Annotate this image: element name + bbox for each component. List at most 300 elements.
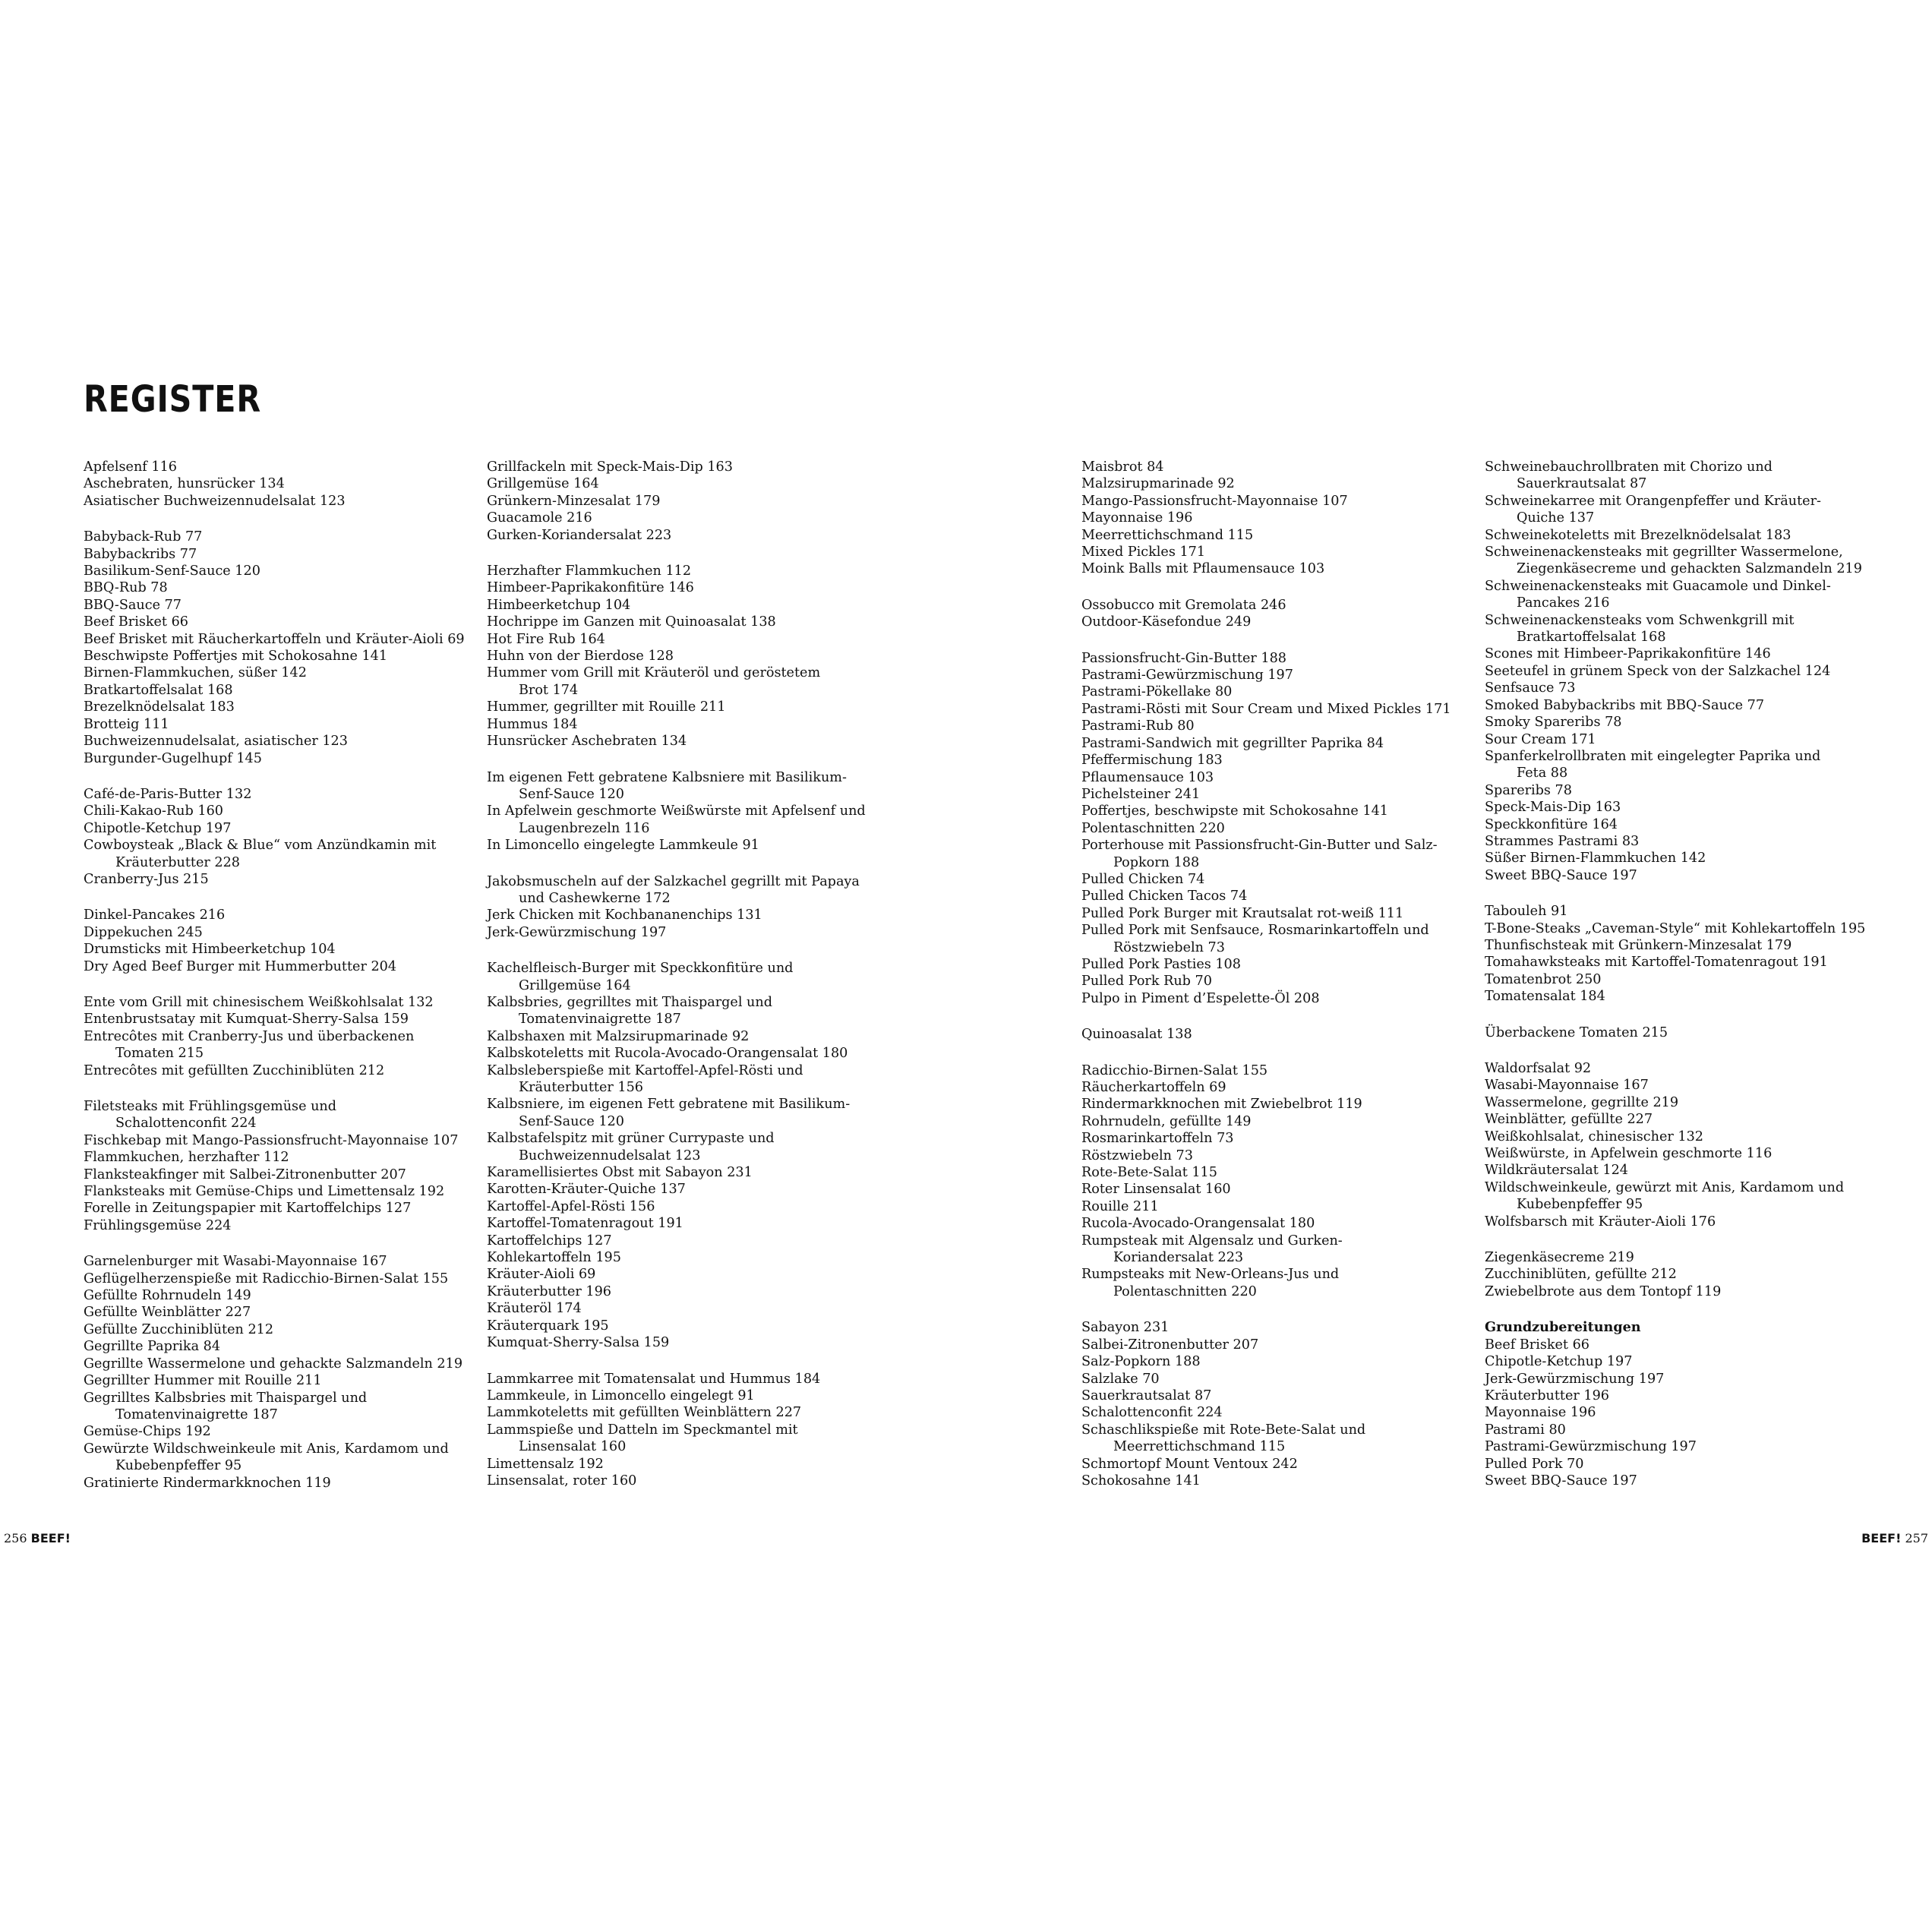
- index-entry: [1081, 597, 1461, 614]
- index-entry-text: Frühlingsgemüse 224: [84, 1217, 232, 1233]
- index-entry-text: Smoky Spareribs 78: [1485, 715, 1622, 731]
- index-entry: [487, 1096, 867, 1130]
- index-entry-text: Kalbstafelspitz mit grüner Currypaste und: [487, 1131, 775, 1147]
- index-entry: [84, 1287, 463, 1304]
- index-entry-text: Kartoffel-Apfel-Rösti 156: [487, 1198, 655, 1214]
- index-entry-text: Rosmarinkartoffeln 73: [1081, 1131, 1234, 1147]
- index-entry-text: Pichelsteiner 241: [1081, 786, 1201, 802]
- index-entry: [1485, 799, 1864, 816]
- index-entry: [487, 873, 867, 908]
- index-entry-text: Tomatenbrot 250: [1485, 971, 1602, 987]
- index-entry-text: Dry Aged Beef Burger mit Hummerbutter 204: [84, 958, 397, 974]
- index-entry: [1485, 903, 1864, 920]
- index-entry: [1485, 1266, 1864, 1283]
- index-entry-text: Grundzubereitungen: [1485, 1319, 1641, 1336]
- index-entry: [1485, 816, 1864, 833]
- index-entry: [1081, 786, 1461, 803]
- index-entry-text: Kubebenpfeffer 95: [1517, 1197, 1643, 1213]
- index-entry-text: Fischkebap mit Mango-Passionsfrucht-Mayonnaise 107: [84, 1132, 459, 1148]
- index-entry-text: Laugenbrezeln 116: [519, 820, 650, 836]
- index-entry-text: Porterhouse mit Passionsfrucht-Gin-Butter und Salz-: [1081, 838, 1438, 854]
- index-entry-text: Apfelsenf 116: [84, 459, 177, 475]
- index-entry-text: Rouille 211: [1081, 1198, 1159, 1214]
- index-entry: [487, 579, 867, 596]
- index-entry-text: Café-de-Paris-Butter 132: [84, 786, 252, 802]
- index-group: [84, 1098, 463, 1234]
- index-entry-text: Kalbsniere, im eigenen Fett gebratene mit Basilikum-: [487, 1097, 851, 1113]
- index-entry-text: Pulpo in Piment d’Espelette-Öl 208: [1081, 990, 1320, 1006]
- index-entry-text: Flanksteaks mit Gemüse-Chips und Limettensalz 192: [84, 1184, 445, 1200]
- index-entry: [487, 1387, 867, 1404]
- folio-left: [4, 1531, 71, 1546]
- index-entry-text: Beef Brisket mit Räucherkartoffeln und Kräuter-Aioli 69: [84, 631, 465, 647]
- index-entry-text: Entrecôtes mit gefüllten Zucchiniblüten 212: [84, 1062, 385, 1078]
- index-entry: [1081, 956, 1461, 973]
- index-entry-text: Kräuterbutter 156: [519, 1080, 643, 1095]
- index-entry: [1081, 1148, 1461, 1164]
- index-entry-text: Tomatensalat 184: [1485, 989, 1605, 1005]
- index-entry: [1081, 459, 1461, 475]
- index-entry-text: Gegrillte Paprika 84: [84, 1339, 221, 1355]
- index-entry-text: Himbeer-Paprikakonfitüre 146: [487, 580, 694, 596]
- index-entry: [1485, 680, 1864, 696]
- index-entry-text: Rohrnudeln, gefüllte 149: [1081, 1113, 1252, 1129]
- index-entry-text: Röstzwiebeln 73: [1113, 939, 1225, 955]
- index-entry-text: Ossobucco mit Gremolata 246: [1081, 597, 1286, 613]
- index-entry-text: Grillgemüse 164: [519, 977, 631, 993]
- index-entry-text: Gegrillte Wassermelone und gehackte Salzmandeln 219: [84, 1356, 463, 1372]
- page-number-left: 256: [4, 1531, 27, 1545]
- index-entry-text: Ziegenkäsecreme und gehackten Salzmandeln 219: [1517, 561, 1862, 577]
- index-entry: [487, 665, 867, 699]
- index-entry-text: Gefüllte Weinblätter 227: [84, 1305, 251, 1321]
- index-group: [1081, 459, 1461, 578]
- index-entry: [1485, 1094, 1864, 1111]
- index-entry: [487, 1422, 867, 1456]
- index-entry: [487, 1456, 867, 1473]
- index-entry: [1485, 1283, 1864, 1300]
- index-entry: [1485, 954, 1864, 971]
- running-head-left: BEEF!: [30, 1531, 71, 1545]
- index-entry-text: Spareribs 78: [1485, 782, 1572, 798]
- index-entry: [1081, 1473, 1461, 1489]
- index-entry: [487, 493, 867, 510]
- index-entry-text: Sweet BBQ-Sauce 197: [1485, 1473, 1637, 1488]
- index-entry-text: Sour Cream 171: [1485, 731, 1596, 747]
- index-entry-text: Kräuterquark 195: [487, 1318, 609, 1334]
- index-entry-text: Schweinebauchrollbraten mit Chorizo und: [1485, 459, 1773, 475]
- index-entry: [1081, 1026, 1461, 1043]
- index-entry-text: Im eigenen Fett gebratene Kalbsniere mit Basilikum-: [487, 769, 847, 785]
- index-entry-text: Pulled Pork Rub 70: [1081, 974, 1212, 990]
- index-entry-text: Weißkohlsalat, chinesischer 132: [1485, 1129, 1703, 1144]
- index-group: [1081, 597, 1461, 631]
- index-entry-text: Gefüllte Rohrnudeln 149: [84, 1288, 251, 1304]
- index-entry-text: Poffertjes, beschwipste mit Schokosahne 141: [1081, 803, 1388, 819]
- index-entry: [84, 1253, 463, 1270]
- index-entry: [487, 597, 867, 614]
- page-number-right: 257: [1905, 1531, 1928, 1545]
- index-entry-text: Schmortopf Mount Ventoux 242: [1081, 1456, 1298, 1472]
- index-entry-text: Gratinierte Rindermarkknochen 119: [84, 1475, 331, 1491]
- folio-right: [1861, 1531, 1928, 1546]
- index-entry-text: Jerk-Gewürzmischung 197: [487, 924, 667, 940]
- index-entry-text: Pastrami-Rub 80: [1081, 718, 1195, 734]
- index-column-1: [84, 459, 463, 1511]
- index-entry: [1081, 614, 1461, 630]
- index-entry-text: Lammkoteletts mit gefüllten Weinblättern 227: [487, 1405, 802, 1421]
- index-entry: [84, 1372, 463, 1389]
- index-entry: [84, 1441, 463, 1475]
- index-entry: [84, 924, 463, 941]
- index-entry: [1485, 937, 1864, 954]
- index-entry-text: Garnelenburger mit Wasabi-Mayonnaise 167: [84, 1254, 387, 1270]
- index-entry: [1485, 748, 1864, 782]
- index-entry-text: Hot Fire Rub 164: [487, 631, 605, 647]
- index-entry: [1485, 971, 1864, 988]
- index-entry: [1485, 527, 1864, 544]
- index-entry: [1485, 920, 1864, 937]
- index-entry-text: Scones mit Himbeer-Paprikakonfitüre 146: [1485, 646, 1771, 662]
- index-entry-text: Kalbsleberspieße mit Kartoffel-Apfel-Rösti und: [487, 1062, 803, 1078]
- index-entry-text: Kumquat-Sherry-Salsa 159: [487, 1335, 670, 1351]
- index-entry: [487, 1318, 867, 1334]
- index-entry-text: Räucherkartoffeln 69: [1081, 1080, 1226, 1095]
- index-entry-text: Wasabi-Mayonnaise 167: [1485, 1078, 1649, 1094]
- index-entry: [487, 1028, 867, 1045]
- index-entry: [84, 1166, 463, 1183]
- index-entry: [487, 1371, 867, 1387]
- index-entry-text: Spanferkelrollbraten mit eingelegter Paprika und: [1485, 748, 1821, 764]
- index-entry: [1081, 1319, 1461, 1336]
- index-group: [84, 459, 463, 510]
- index-group: [1485, 903, 1864, 1005]
- running-head-right: BEEF!: [1861, 1531, 1902, 1545]
- index-entry-text: Pulled Pork mit Senfsauce, Rosmarinkartoffeln und: [1081, 923, 1429, 939]
- index-entry-text: Polentaschnitten 220: [1081, 820, 1225, 836]
- index-entry: [1081, 990, 1461, 1007]
- index-entry: [84, 1132, 463, 1149]
- index-entry: [84, 1356, 463, 1372]
- index-entry: [1485, 1353, 1864, 1370]
- index-entry-text: Jerk-Gewürzmischung 197: [1485, 1371, 1665, 1387]
- index-entry: [1485, 697, 1864, 714]
- index-entry: [1081, 683, 1461, 700]
- index-entry: [84, 493, 463, 510]
- index-group: [84, 994, 463, 1079]
- index-entry: [84, 1475, 463, 1492]
- index-entry: [1081, 1337, 1461, 1353]
- index-entry: [84, 871, 463, 888]
- index-entry-text: Weinblätter, gefüllte 227: [1485, 1112, 1653, 1128]
- index-entry: [487, 716, 867, 733]
- index-entry-text: Thunfischsteak mit Grünkern-Minzesalat 179: [1485, 937, 1792, 953]
- index-entry-text: Röstzwiebeln 73: [1081, 1148, 1193, 1163]
- index-entry-text: Burgunder-Gugelhupf 145: [84, 750, 262, 766]
- index-entry-text: Chipotle-Ketchup 197: [84, 820, 232, 836]
- index-entry-text: Tomatenvinaigrette 187: [115, 1406, 278, 1422]
- index-entry-text: Kubebenpfeffer 95: [115, 1458, 242, 1474]
- index-entry: [84, 1217, 463, 1234]
- index-entry-text: Jerk Chicken mit Kochbananenchips 131: [487, 908, 762, 923]
- index-entry-text: BBQ-Sauce 77: [84, 597, 182, 613]
- index-entry-text: Karamellisiertes Obst mit Sabayon 231: [487, 1165, 753, 1181]
- index-entry: [84, 475, 463, 492]
- index-entry-text: Salz-Popkorn 188: [1081, 1354, 1201, 1370]
- index-entry: [1081, 1181, 1461, 1198]
- index-entry-text: Popkorn 188: [1113, 854, 1200, 870]
- index-entry: [1081, 650, 1461, 667]
- index-entry: [487, 699, 867, 715]
- index-entry: [1485, 1179, 1864, 1214]
- index-entry-text: Speck-Mais-Dip 163: [1485, 800, 1621, 816]
- index-entry-text: Pastrami-Gewürzmischung 197: [1081, 668, 1293, 683]
- index-entry-text: Kräuterbutter 228: [115, 854, 240, 870]
- index-entry: [84, 1271, 463, 1287]
- index-entry-text: Pancakes 216: [1517, 595, 1610, 611]
- index-entry: [1485, 1473, 1864, 1489]
- index-entry-text: Babybackribs 77: [84, 546, 197, 562]
- index-entry: [84, 820, 463, 837]
- index-entry: [487, 837, 867, 854]
- index-group: [1485, 459, 1864, 884]
- index-entry-text: Jakobsmuscheln auf der Salzkachel gegrillt mit Papaya: [487, 873, 860, 889]
- index-entry: [487, 1181, 867, 1198]
- index-entry: [1081, 888, 1461, 904]
- index-entry: [84, 1011, 463, 1028]
- index-entry: [1485, 544, 1864, 578]
- index-entry: [1081, 1113, 1461, 1130]
- index-entry: [1485, 1129, 1864, 1145]
- index-entry-text: Hummer, gegrillter mit Rouille 211: [487, 699, 726, 715]
- index-entry: [1081, 701, 1461, 718]
- index-entry: [84, 665, 463, 681]
- index-entry: [1081, 1215, 1461, 1232]
- index-entry: [1485, 1249, 1864, 1266]
- index-entry-text: Tabouleh 91: [1485, 904, 1568, 920]
- index-entry-text: Meerrettichschmand 115: [1081, 527, 1254, 543]
- index-entry-text: Wolfsbarsch mit Kräuter-Aioli 176: [1485, 1214, 1716, 1230]
- index-entry: [1485, 578, 1864, 612]
- index-entry: [487, 563, 867, 579]
- index-entry-text: Kalbskoteletts mit Rucola-Avocado-Orangensalat 180: [487, 1046, 848, 1062]
- index-entry-text: Pfeffermischung 183: [1081, 753, 1223, 769]
- index-entry: [1485, 663, 1864, 680]
- index-entry-text: Ziegenkäsecreme 219: [1485, 1250, 1634, 1266]
- index-entry: [1485, 1111, 1864, 1128]
- index-entry-text: Cowboysteak „Black & Blue“ vom Anzündkamin mit: [84, 838, 437, 854]
- index-entry: [84, 1304, 463, 1321]
- index-entry-text: Schalottenconfit 224: [115, 1116, 257, 1132]
- index-entry: [1081, 718, 1461, 734]
- index-entry: [84, 1390, 463, 1424]
- index-entry: [84, 1028, 463, 1062]
- index-entry-text: Schalottenconfit 224: [1081, 1405, 1223, 1421]
- index-entry: [1081, 922, 1461, 956]
- index-entry-text: Hummus 184: [487, 716, 578, 732]
- index-entry: [1081, 560, 1461, 577]
- index-entry-text: Salzlake 70: [1081, 1371, 1160, 1387]
- index-entry-text: Geflügelherzenspieße mit Radicchio-Birnen-Salat 155: [84, 1271, 449, 1286]
- index-entry: [487, 1062, 867, 1097]
- index-group: [1081, 1026, 1461, 1043]
- index-entry-text: Salbei-Zitronenbutter 207: [1081, 1337, 1259, 1353]
- index-entry-text: Dippekuchen 245: [84, 924, 203, 940]
- index-entry-text: Überbackene Tomaten 215: [1485, 1024, 1668, 1040]
- index-entry-text: Pastrami-Rösti mit Sour Cream und Mixed Pickles 171: [1081, 701, 1451, 717]
- index-entry-text: Kräuter-Aioli 69: [487, 1267, 596, 1283]
- index-entry-text: Kohlekartoffeln 195: [487, 1250, 621, 1266]
- index-entry: [487, 527, 867, 544]
- index-entry: [487, 803, 867, 837]
- index-entry: [1081, 752, 1461, 769]
- index-entry: [84, 716, 463, 733]
- index-entry: [487, 1404, 867, 1421]
- index-entry: [84, 941, 463, 958]
- index-entry-text: Pastrami-Gewürzmischung 197: [1485, 1439, 1697, 1455]
- index-entry: [84, 682, 463, 699]
- index-entry-text: Schweinekarree mit Orangenpfeffer und Kräuter-: [1485, 493, 1821, 509]
- index-entry-text: Schweinenackensteaks mit gegrillter Wassermelone,: [1485, 545, 1843, 560]
- index-entry-text: Forelle in Zeitungspapier mit Kartoffelchips 127: [84, 1201, 412, 1217]
- index-entry-text: Senf-Sauce 120: [519, 1113, 624, 1129]
- index-entry-text: Rumpsteak mit Algensalz und Gurken-: [1081, 1233, 1343, 1249]
- index-entry-text: Pulled Pork Pasties 108: [1081, 956, 1241, 972]
- index-entry-text: Sauerkrautsalat 87: [1081, 1387, 1212, 1403]
- index-entry-text: Mango-Passionsfrucht-Mayonnaise 107: [1081, 493, 1348, 509]
- index-entry: [1485, 988, 1864, 1005]
- index-entry-text: Pastrami-Sandwich mit gegrillter Paprika 84: [1081, 735, 1384, 751]
- index-entry-text: Strammes Pastrami 83: [1485, 833, 1640, 849]
- index-entry: [487, 1215, 867, 1232]
- index-entry-text: Drumsticks mit Himbeerketchup 104: [84, 942, 336, 958]
- index-entry: [84, 648, 463, 665]
- index-entry-text: Kräuterbutter 196: [487, 1283, 611, 1299]
- index-group: [487, 459, 867, 544]
- index-entry-text: Kalbshaxen mit Malzsirupmarinade 92: [487, 1028, 750, 1044]
- index-group: [1081, 1062, 1461, 1301]
- index-entry: [1081, 1456, 1461, 1473]
- index-entry: [1081, 1266, 1461, 1300]
- index-entry: [84, 733, 463, 750]
- index-entry-text: Beef Brisket 66: [1485, 1337, 1589, 1353]
- index-entry-text: Babyback-Rub 77: [84, 529, 203, 545]
- index-entry: [1081, 527, 1461, 544]
- index-entry-text: Rote-Bete-Salat 115: [1081, 1165, 1217, 1181]
- index-entry-text: Outdoor-Käsefondue 249: [1081, 614, 1252, 630]
- index-entry-text: Limettensalz 192: [487, 1456, 604, 1472]
- index-entry-text: Kräuteröl 174: [487, 1301, 582, 1317]
- index-entry-text: Entenbrustsatay mit Kumquat-Sherry-Salsa 159: [84, 1012, 409, 1028]
- index-entry-text: Pulled Chicken Tacos 74: [1081, 889, 1248, 904]
- index-entry: [487, 994, 867, 1028]
- index-entry: [1081, 1422, 1461, 1456]
- index-entry-text: Beschwipste Poffertjes mit Schokosahne 141: [84, 649, 388, 665]
- index-entry-text: Buchweizennudelsalat 123: [519, 1148, 701, 1163]
- index-entry-text: Entrecôtes mit Cranberry-Jus und überbackenen: [84, 1028, 415, 1044]
- index-entry-text: Asiatischer Buchweizennudelsalat 123: [84, 493, 346, 509]
- index-entry-text: Brotteig 111: [84, 716, 169, 732]
- index-column-4: [1485, 459, 1864, 1508]
- index-entry-text: Bratkartoffelsalat 168: [1517, 630, 1666, 646]
- index-entry-text: Hunsrücker Aschebraten 134: [487, 734, 687, 750]
- index-entry: [1081, 510, 1461, 526]
- index-entry: [1081, 667, 1461, 683]
- index-entry: [1485, 1214, 1864, 1230]
- index-entry-text: Himbeerketchup 104: [487, 597, 631, 613]
- index-entry-text: In Limoncello eingelegte Lammkeule 91: [487, 838, 759, 854]
- index-entry-text: Chipotle-Ketchup 197: [1485, 1354, 1633, 1370]
- index-entry-text: Senfsauce 73: [1485, 680, 1576, 696]
- index-entry: [84, 631, 463, 648]
- index-group: [1485, 1060, 1864, 1230]
- index-entry-text: Quinoasalat 138: [1081, 1027, 1192, 1043]
- index-group: [84, 529, 463, 767]
- index-entry: [487, 1164, 867, 1181]
- index-entry-text: Seeteufel in grünem Speck von der Salzkachel 124: [1485, 663, 1831, 679]
- page-title: REGISTER: [84, 378, 261, 421]
- index-entry-text: Quiche 137: [1517, 510, 1595, 526]
- index-entry: [84, 529, 463, 545]
- index-entry: [1081, 820, 1461, 837]
- index-entry-text: Brezelknödelsalat 183: [84, 699, 235, 715]
- index-entry-text: Radicchio-Birnen-Salat 155: [1081, 1062, 1268, 1078]
- index-entry: [487, 960, 867, 994]
- index-entry-text: Kachelfleisch-Burger mit Speckkonfitüre und: [487, 961, 794, 977]
- index-entry: [1485, 867, 1864, 884]
- index-entry: [1485, 850, 1864, 867]
- index-group: [1081, 1319, 1461, 1489]
- index-entry: [487, 614, 867, 630]
- index-entry: [1485, 1438, 1864, 1455]
- index-entry: [1485, 1024, 1864, 1041]
- index-entry-text: Grillgemüse 164: [487, 476, 599, 492]
- index-entry-text: Lammkeule, in Limoncello eingelegt 91: [487, 1387, 755, 1403]
- index-entry-text: Smoked Babybackribs mit BBQ-Sauce 77: [1485, 697, 1765, 713]
- index-entry-text: Kräuterbutter 196: [1485, 1387, 1609, 1403]
- index-entry-text: Huhn von der Bierdose 128: [487, 649, 674, 665]
- index-entry-text: Gemüse-Chips 192: [84, 1424, 211, 1440]
- index-entry-text: Mixed Pickles 171: [1081, 545, 1206, 560]
- index-entry: [84, 994, 463, 1011]
- index-entry-text: Guacamole 216: [487, 510, 592, 526]
- index-entry: [1081, 1198, 1461, 1215]
- index-entry: [487, 1130, 867, 1164]
- index-entry-text: Grillfackeln mit Speck-Mais-Dip 163: [487, 459, 733, 475]
- index-entry: [1485, 1387, 1864, 1404]
- index-entry-text: Karotten-Kräuter-Quiche 137: [487, 1182, 686, 1198]
- index-entry: [487, 1334, 867, 1351]
- index-entry: [84, 459, 463, 475]
- index-entry: [1485, 646, 1864, 662]
- index-group: [84, 907, 463, 975]
- index-entry-text: Hochrippe im Ganzen mit Quinoasalat 138: [487, 614, 776, 630]
- index-entry-text: Grünkern-Minzesalat 179: [487, 493, 661, 509]
- index-entry: [84, 614, 463, 630]
- index-entry: [1081, 905, 1461, 922]
- index-entry-text: Schokosahne 141: [1081, 1473, 1201, 1488]
- index-entry: [1081, 1233, 1461, 1267]
- index-entry-text: Filetsteaks mit Frühlingsgemüse und: [84, 1099, 337, 1114]
- index-entry: [84, 837, 463, 871]
- index-entry: [487, 1266, 867, 1283]
- index-entry-text: Gewürzte Wildschweinkeule mit Anis, Kardamom und: [84, 1441, 449, 1457]
- index-group: [1081, 650, 1461, 1008]
- index-entry-text: Gegrilltes Kalbsbries mit Thaispargel und: [84, 1390, 368, 1406]
- index-entry: [487, 648, 867, 665]
- index-entry-text: Herzhafter Flammkuchen 112: [487, 564, 692, 579]
- index-entry: [1081, 1130, 1461, 1147]
